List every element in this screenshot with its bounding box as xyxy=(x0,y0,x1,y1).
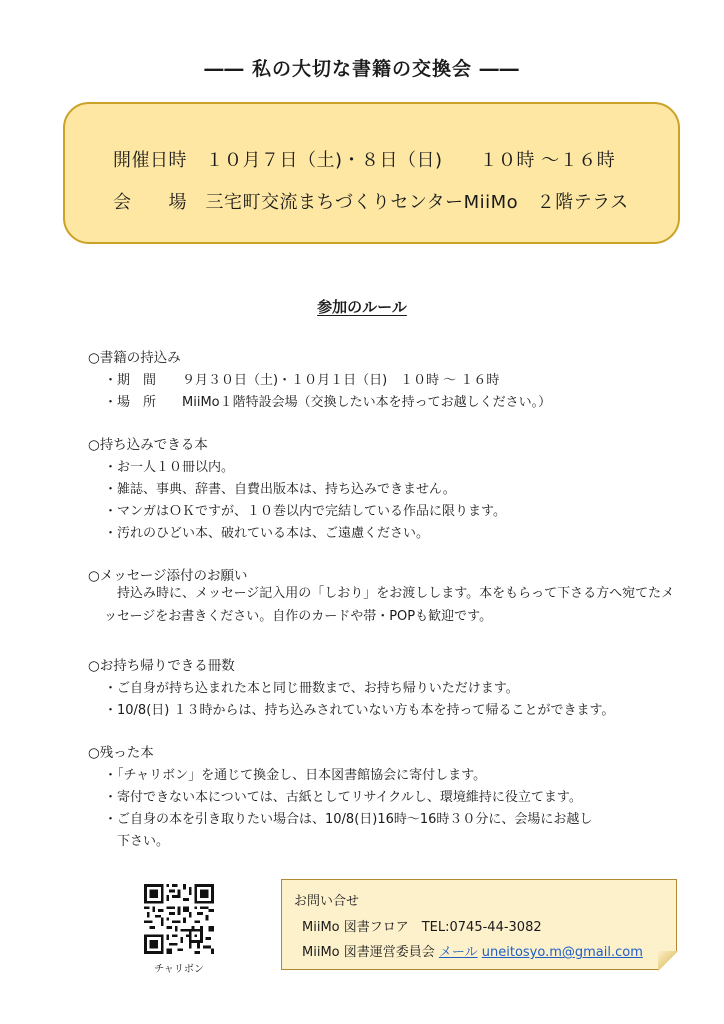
contact-committee-line xyxy=(302,941,643,960)
section-heading-take-home: ○お持ち帰りできる冊数 xyxy=(88,658,235,674)
section-heading-leftover: ○残った本 xyxy=(88,745,154,761)
list-item: ・雑誌、事典、辞書、自費出版本は、持ち込みできません。 xyxy=(104,482,456,497)
bring-in-place: ・場 所 MiiMo１階特設会場（交換したい本を持ってお越しください。） xyxy=(104,395,552,410)
list-item: 下さい。 xyxy=(104,834,170,849)
list-item: ・マンガはＯＫですが、１０巻以内で完結している作品に限ります。 xyxy=(104,504,506,519)
section-heading-bring-in: ○書籍の持込み xyxy=(88,350,181,366)
section-heading-message: ○メッセージ添付のお願い xyxy=(88,568,248,584)
page-curl-decoration xyxy=(658,951,678,971)
event-date: 開催日時 １０月７日（土)・８日（日) １０時 ～１６時 xyxy=(113,150,616,171)
list-item: ・寄付できない本については、古紙としてリサイクルし、環境維持に役立てます。 xyxy=(104,790,582,805)
list-item: ・お一人１０冊以内。 xyxy=(104,460,235,475)
list-item: ・10/8(日) １３時からは、持ち込みされていない方も本を持って帰ることができます。 xyxy=(104,703,615,718)
list-item: ・ご自身が持ち込まれた本と同じ冊数まで、お持ち帰りいただけます。 xyxy=(104,681,519,696)
rules-heading: 参加のルール xyxy=(317,298,407,316)
list-item: ・「チャリボン」を通じて換金し、日本図書館協会に寄付します。 xyxy=(104,768,487,783)
section-heading-allowed: ○持ち込みできる本 xyxy=(88,437,208,453)
contact-box xyxy=(281,879,677,970)
contact-heading: お問い合せ xyxy=(294,894,360,909)
message-body: 持込み時に、メッセージ記入用の「しおり」をお渡しします。本をもらって下さる方へ宛てたメッセージをお書きください。自作のカードや帯・POPも歓迎です。 xyxy=(104,586,675,624)
qr-label: チャリボン xyxy=(154,964,204,975)
qr-code-icon[interactable] xyxy=(144,884,214,954)
email-link[interactable]: uneitosyo.m@gmail.com xyxy=(481,945,643,960)
bring-in-period: ・期 間 ９月３０日（土)・１０月１日（日) １０時 ～ １６時 xyxy=(104,373,500,388)
contact-floor-line: MiiMo 図書フロア TEL:0745-44-3082 xyxy=(302,920,542,935)
page-title: ―― 私の大切な書籍の交換会 ―― xyxy=(204,58,520,80)
event-info-box xyxy=(63,102,680,244)
committee-name: MiiMo 図書運営委員会 xyxy=(302,945,439,960)
list-item: ・ご自身の本を引き取りたい場合は、10/8(日)16時～16時３０分に、会場にお越し xyxy=(104,812,593,827)
list-item: ・汚れのひどい本、破れている本は、ご遠慮ください。 xyxy=(104,526,430,541)
mail-label[interactable]: メール xyxy=(438,945,478,960)
event-venue: 会 場 三宅町交流まちづくりセンターMiiMo ２階テラス xyxy=(113,192,629,213)
